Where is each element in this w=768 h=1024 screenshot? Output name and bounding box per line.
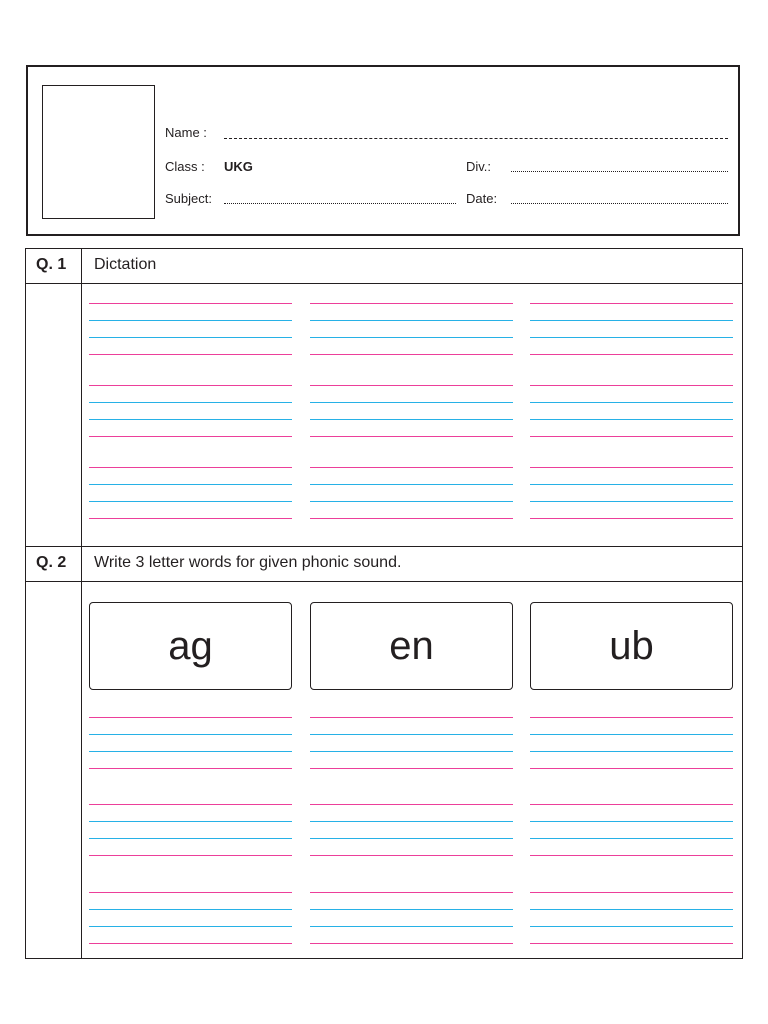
writing-lines-block[interactable] <box>89 385 292 438</box>
pink-guide-line <box>310 467 513 468</box>
question-1-text: Dictation <box>94 256 157 273</box>
pink-guide-line <box>310 436 513 437</box>
name-label: Name : <box>165 125 207 140</box>
pink-guide-line <box>89 354 292 355</box>
phonic-card-en: en <box>310 602 513 690</box>
blue-guide-line <box>89 751 292 752</box>
blue-guide-line <box>89 909 292 910</box>
blue-guide-line <box>89 821 292 822</box>
writing-lines-block[interactable] <box>89 717 292 770</box>
writing-lines-block[interactable] <box>530 717 733 770</box>
blue-guide-line <box>530 821 733 822</box>
blue-guide-line <box>530 419 733 420</box>
blue-guide-line <box>530 501 733 502</box>
writing-lines-block[interactable] <box>530 892 733 945</box>
blue-guide-line <box>89 402 292 403</box>
pink-guide-line <box>530 385 733 386</box>
writing-lines-block[interactable] <box>310 385 513 438</box>
question-2-number: Q. 2 <box>36 554 67 571</box>
pink-guide-line <box>89 717 292 718</box>
question-1-number: Q. 1 <box>36 256 67 273</box>
blue-guide-line <box>530 320 733 321</box>
blue-guide-line <box>530 337 733 338</box>
pink-guide-line <box>530 943 733 944</box>
blue-guide-line <box>310 419 513 420</box>
phonic-card-ub: ub <box>530 602 733 690</box>
div-label: Div.: <box>466 159 492 174</box>
pink-guide-line <box>89 436 292 437</box>
pink-guide-line <box>530 436 733 437</box>
writing-lines-block[interactable] <box>310 303 513 356</box>
row-divider <box>26 546 742 547</box>
blue-guide-line <box>310 751 513 752</box>
blue-guide-line <box>89 320 292 321</box>
blue-guide-line <box>310 734 513 735</box>
blue-guide-line <box>89 484 292 485</box>
blue-guide-line <box>530 484 733 485</box>
blue-guide-line <box>530 909 733 910</box>
blue-guide-line <box>530 838 733 839</box>
pink-guide-line <box>89 892 292 893</box>
pink-guide-line <box>310 855 513 856</box>
blue-guide-line <box>310 821 513 822</box>
div-field[interactable] <box>511 171 728 172</box>
pink-guide-line <box>530 518 733 519</box>
blue-guide-line <box>89 734 292 735</box>
blue-guide-line <box>530 734 733 735</box>
blue-guide-line <box>310 320 513 321</box>
pink-guide-line <box>310 768 513 769</box>
pink-guide-line <box>530 467 733 468</box>
pink-guide-line <box>310 354 513 355</box>
student-info-box <box>26 65 740 236</box>
pink-guide-line <box>89 467 292 468</box>
pink-guide-line <box>89 303 292 304</box>
writing-lines-block[interactable] <box>310 467 513 520</box>
date-label: Date: <box>466 191 498 206</box>
pink-guide-line <box>530 768 733 769</box>
pink-guide-line <box>310 385 513 386</box>
pink-guide-line <box>530 804 733 805</box>
blue-guide-line <box>310 402 513 403</box>
photo-box <box>42 85 155 219</box>
pink-guide-line <box>310 892 513 893</box>
row-divider <box>26 581 742 582</box>
pink-guide-line <box>310 303 513 304</box>
blue-guide-line <box>89 926 292 927</box>
phonic-card-ag: ag <box>89 602 292 690</box>
writing-lines-block[interactable] <box>530 804 733 857</box>
pink-guide-line <box>89 385 292 386</box>
pink-guide-line <box>530 892 733 893</box>
pink-guide-line <box>530 354 733 355</box>
writing-lines-block[interactable] <box>89 467 292 520</box>
class-value: UKG <box>224 159 253 174</box>
writing-lines-block[interactable] <box>89 303 292 356</box>
pink-guide-line <box>310 717 513 718</box>
pink-guide-line <box>310 943 513 944</box>
pink-guide-line <box>89 855 292 856</box>
blue-guide-line <box>310 337 513 338</box>
blue-guide-line <box>89 337 292 338</box>
writing-lines-block[interactable] <box>530 467 733 520</box>
pink-guide-line <box>310 518 513 519</box>
pink-guide-line <box>89 804 292 805</box>
date-field[interactable] <box>511 203 728 204</box>
name-field[interactable] <box>224 138 728 139</box>
blue-guide-line <box>89 419 292 420</box>
writing-lines-block[interactable] <box>89 892 292 945</box>
blue-guide-line <box>89 501 292 502</box>
blue-guide-line <box>310 501 513 502</box>
pink-guide-line <box>89 768 292 769</box>
blue-guide-line <box>530 402 733 403</box>
blue-guide-line <box>310 838 513 839</box>
pink-guide-line <box>530 855 733 856</box>
class-label: Class : <box>165 159 205 174</box>
pink-guide-line <box>89 518 292 519</box>
subject-field[interactable] <box>224 203 456 204</box>
pink-guide-line <box>310 804 513 805</box>
blue-guide-line <box>530 751 733 752</box>
blue-guide-line <box>530 926 733 927</box>
writing-lines-block[interactable] <box>310 804 513 857</box>
writing-lines-block[interactable] <box>530 303 733 356</box>
pink-guide-line <box>530 717 733 718</box>
writing-lines-block[interactable] <box>310 717 513 770</box>
column-divider <box>81 249 82 958</box>
question-2-text: Write 3 letter words for given phonic sound. <box>94 554 402 571</box>
writing-lines-block[interactable] <box>530 385 733 438</box>
blue-guide-line <box>89 838 292 839</box>
writing-lines-block[interactable] <box>310 892 513 945</box>
pink-guide-line <box>89 943 292 944</box>
row-divider <box>26 283 742 284</box>
pink-guide-line <box>530 303 733 304</box>
subject-label: Subject: <box>165 191 212 206</box>
blue-guide-line <box>310 909 513 910</box>
writing-lines-block[interactable] <box>89 804 292 857</box>
blue-guide-line <box>310 926 513 927</box>
blue-guide-line <box>310 484 513 485</box>
